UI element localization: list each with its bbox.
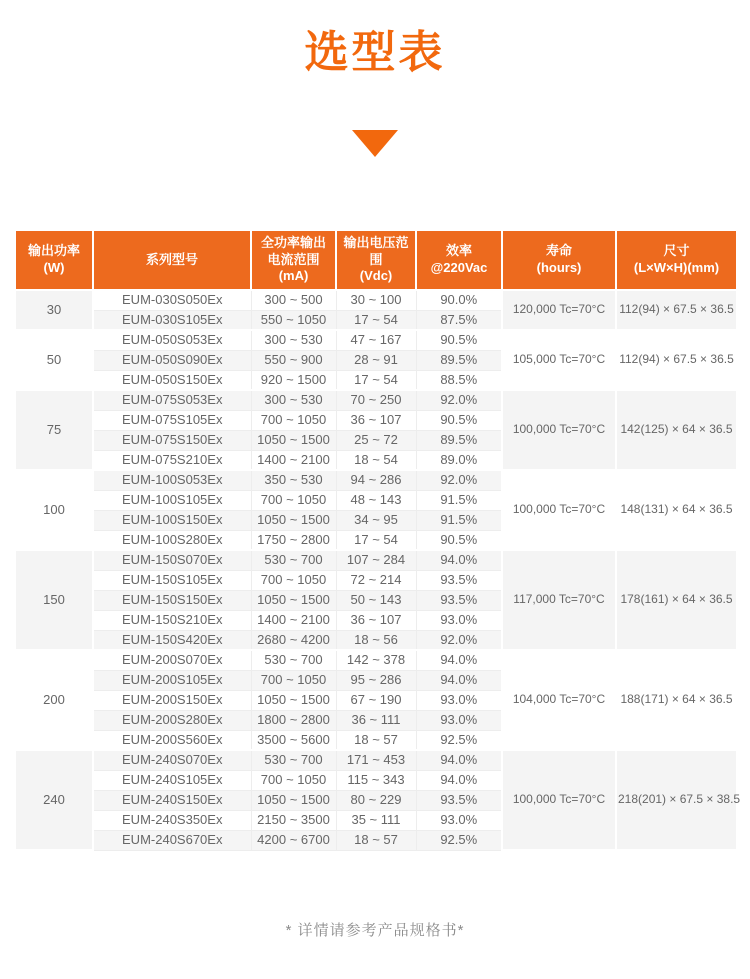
current-cell: 1050 ~ 1500 bbox=[251, 590, 336, 610]
header-line: 尺寸 bbox=[663, 243, 690, 259]
voltage-cell: 67 ~ 190 bbox=[336, 690, 416, 710]
current-cell: 920 ~ 1500 bbox=[251, 370, 336, 390]
current-cell: 1050 ~ 1500 bbox=[251, 430, 336, 450]
current-cell: 300 ~ 530 bbox=[251, 330, 336, 350]
voltage-cell: 36 ~ 107 bbox=[336, 610, 416, 630]
dimensions-cell: 178(161) × 64 × 36.5 bbox=[616, 550, 737, 650]
table-row bbox=[15, 390, 737, 410]
current-cell: 2150 ~ 3500 bbox=[251, 810, 336, 830]
model-cell: EUM-100S150Ex bbox=[93, 510, 251, 530]
efficiency-cell: 89.5% bbox=[416, 430, 502, 450]
voltage-cell: 171 ~ 453 bbox=[336, 750, 416, 770]
efficiency-cell: 92.5% bbox=[416, 830, 502, 850]
model-cell: EUM-030S050Ex bbox=[93, 290, 251, 310]
model-cell: EUM-150S150Ex bbox=[93, 590, 251, 610]
lifetime-cell: 100,000 Tc=70°C bbox=[502, 390, 616, 470]
voltage-cell: 28 ~ 91 bbox=[336, 350, 416, 370]
voltage-cell: 142 ~ 378 bbox=[336, 650, 416, 670]
power-cell: 30 bbox=[15, 290, 93, 330]
selection-table bbox=[14, 229, 741, 851]
efficiency-cell: 93.0% bbox=[416, 610, 502, 630]
table-row bbox=[15, 330, 737, 350]
voltage-cell: 70 ~ 250 bbox=[336, 390, 416, 410]
col-header-efficiency bbox=[416, 230, 502, 290]
voltage-cell: 36 ~ 111 bbox=[336, 710, 416, 730]
current-cell: 530 ~ 700 bbox=[251, 550, 336, 570]
voltage-cell: 80 ~ 229 bbox=[336, 790, 416, 810]
dimensions-cell: 218(201) × 67.5 × 38.5 bbox=[616, 750, 737, 850]
table-row bbox=[15, 750, 737, 770]
model-cell: EUM-200S280Ex bbox=[93, 710, 251, 730]
model-cell: EUM-240S350Ex bbox=[93, 810, 251, 830]
dimensions-cell: 112(94) × 67.5 × 36.5 bbox=[616, 330, 737, 390]
current-cell: 1050 ~ 1500 bbox=[251, 790, 336, 810]
lifetime-cell: 105,000 Tc=70°C bbox=[502, 330, 616, 390]
current-cell: 4200 ~ 6700 bbox=[251, 830, 336, 850]
power-cell: 100 bbox=[15, 470, 93, 550]
dimensions-cell: 188(171) × 64 × 36.5 bbox=[616, 650, 737, 750]
current-cell: 1400 ~ 2100 bbox=[251, 450, 336, 470]
efficiency-cell: 89.5% bbox=[416, 350, 502, 370]
table-row bbox=[15, 550, 737, 570]
dimensions-cell: 112(94) × 67.5 × 36.5 bbox=[616, 290, 737, 330]
efficiency-cell: 92.0% bbox=[416, 390, 502, 410]
table-row bbox=[15, 290, 737, 310]
current-cell: 300 ~ 500 bbox=[251, 290, 336, 310]
power-cell: 75 bbox=[15, 390, 93, 470]
efficiency-cell: 87.5% bbox=[416, 310, 502, 330]
col-header-lifetime bbox=[502, 230, 616, 290]
model-cell: EUM-100S053Ex bbox=[93, 470, 251, 490]
header-line: 输出功率 bbox=[27, 243, 80, 259]
model-cell: EUM-100S105Ex bbox=[93, 490, 251, 510]
header-line: 输出电压范围 bbox=[343, 234, 409, 267]
current-cell: 700 ~ 1050 bbox=[251, 410, 336, 430]
model-cell: EUM-240S105Ex bbox=[93, 770, 251, 790]
voltage-cell: 47 ~ 167 bbox=[336, 330, 416, 350]
current-cell: 300 ~ 530 bbox=[251, 390, 336, 410]
header-line: 系列型号 bbox=[145, 251, 198, 267]
header-line: 效率@220Vac bbox=[430, 243, 488, 275]
model-cell: EUM-075S053Ex bbox=[93, 390, 251, 410]
model-cell: EUM-200S105Ex bbox=[93, 670, 251, 690]
efficiency-cell: 94.0% bbox=[416, 650, 502, 670]
voltage-cell: 18 ~ 57 bbox=[336, 830, 416, 850]
table-body bbox=[15, 290, 741, 850]
efficiency-cell: 91.5% bbox=[416, 490, 502, 510]
efficiency-cell: 90.5% bbox=[416, 530, 502, 550]
model-cell: EUM-240S070Ex bbox=[93, 750, 251, 770]
current-cell: 700 ~ 1050 bbox=[251, 490, 336, 510]
efficiency-cell: 90.5% bbox=[416, 330, 502, 350]
voltage-cell: 36 ~ 107 bbox=[336, 410, 416, 430]
voltage-cell: 17 ~ 54 bbox=[336, 310, 416, 330]
efficiency-cell: 94.0% bbox=[416, 670, 502, 690]
current-cell: 3500 ~ 5600 bbox=[251, 730, 336, 750]
model-cell: EUM-030S105Ex bbox=[93, 310, 251, 330]
col-header-current bbox=[251, 230, 336, 290]
header-line: (W) bbox=[43, 260, 65, 275]
model-cell: EUM-050S150Ex bbox=[93, 370, 251, 390]
header-line: 全功率输出 bbox=[260, 234, 326, 250]
voltage-cell: 18 ~ 54 bbox=[336, 450, 416, 470]
model-cell: EUM-075S105Ex bbox=[93, 410, 251, 430]
dimensions-cell: 148(131) × 64 × 36.5 bbox=[616, 470, 737, 550]
header-line: 电流范围 bbox=[267, 251, 320, 267]
voltage-cell: 30 ~ 100 bbox=[336, 290, 416, 310]
efficiency-cell: 93.0% bbox=[416, 810, 502, 830]
model-cell: EUM-150S420Ex bbox=[93, 630, 251, 650]
header-line: 寿命 bbox=[545, 243, 572, 259]
model-cell: EUM-200S070Ex bbox=[93, 650, 251, 670]
table-header bbox=[15, 230, 737, 290]
power-cell: 150 bbox=[15, 550, 93, 650]
power-cell: 50 bbox=[15, 330, 93, 390]
table-row bbox=[15, 650, 737, 670]
current-cell: 530 ~ 700 bbox=[251, 750, 336, 770]
lifetime-cell: 100,000 Tc=70°C bbox=[502, 750, 616, 850]
current-cell: 1050 ~ 1500 bbox=[251, 690, 336, 710]
page-title: 选型表 bbox=[304, 28, 446, 77]
voltage-cell: 94 ~ 286 bbox=[336, 470, 416, 490]
col-header-power bbox=[15, 230, 93, 290]
voltage-cell: 107 ~ 284 bbox=[336, 550, 416, 570]
voltage-cell: 35 ~ 111 bbox=[336, 810, 416, 830]
current-cell: 530 ~ 700 bbox=[251, 650, 336, 670]
voltage-cell: 25 ~ 72 bbox=[336, 430, 416, 450]
voltage-cell: 17 ~ 54 bbox=[336, 370, 416, 390]
efficiency-cell: 93.5% bbox=[416, 570, 502, 590]
model-cell: EUM-240S670Ex bbox=[93, 830, 251, 850]
lifetime-cell: 104,000 Tc=70°C bbox=[502, 650, 616, 750]
col-header-voltage bbox=[336, 230, 416, 290]
efficiency-cell: 94.0% bbox=[416, 750, 502, 770]
efficiency-cell: 91.5% bbox=[416, 510, 502, 530]
current-cell: 350 ~ 530 bbox=[251, 470, 336, 490]
voltage-cell: 17 ~ 54 bbox=[336, 530, 416, 550]
voltage-cell: 50 ~ 143 bbox=[336, 590, 416, 610]
model-cell: EUM-150S210Ex bbox=[93, 610, 251, 630]
model-cell: EUM-150S070Ex bbox=[93, 550, 251, 570]
lifetime-cell: 120,000 Tc=70°C bbox=[502, 290, 616, 330]
power-cell: 240 bbox=[15, 750, 93, 850]
efficiency-cell: 90.0% bbox=[416, 290, 502, 310]
col-header-model bbox=[93, 230, 251, 290]
efficiency-cell: 92.5% bbox=[416, 730, 502, 750]
voltage-cell: 18 ~ 56 bbox=[336, 630, 416, 650]
current-cell: 1750 ~ 2800 bbox=[251, 530, 336, 550]
header-line: (Vdc) bbox=[359, 268, 393, 284]
efficiency-cell: 88.5% bbox=[416, 370, 502, 390]
current-cell: 1800 ~ 2800 bbox=[251, 710, 336, 730]
dimensions-cell: 142(125) × 64 × 36.5 bbox=[616, 390, 737, 470]
voltage-cell: 34 ~ 95 bbox=[336, 510, 416, 530]
power-cell: 200 bbox=[15, 650, 93, 750]
voltage-cell: 95 ~ 286 bbox=[336, 670, 416, 690]
efficiency-cell: 92.0% bbox=[416, 630, 502, 650]
model-cell: EUM-075S210Ex bbox=[93, 450, 251, 470]
voltage-cell: 72 ~ 214 bbox=[336, 570, 416, 590]
header-line: (mA) bbox=[278, 268, 309, 284]
model-cell: EUM-240S150Ex bbox=[93, 790, 251, 810]
efficiency-cell: 93.0% bbox=[416, 710, 502, 730]
model-cell: EUM-050S090Ex bbox=[93, 350, 251, 370]
efficiency-cell: 92.0% bbox=[416, 470, 502, 490]
footnote: * 详情请参考产品规格书* bbox=[285, 922, 465, 939]
efficiency-cell: 93.5% bbox=[416, 790, 502, 810]
efficiency-cell: 94.0% bbox=[416, 550, 502, 570]
efficiency-cell: 94.0% bbox=[416, 770, 502, 790]
current-cell: 550 ~ 900 bbox=[251, 350, 336, 370]
voltage-cell: 48 ~ 143 bbox=[336, 490, 416, 510]
header-line: (hours) bbox=[536, 260, 582, 275]
model-cell: EUM-200S150Ex bbox=[93, 690, 251, 710]
col-header-dimensions bbox=[616, 230, 737, 290]
down-triangle-icon bbox=[352, 130, 398, 157]
lifetime-cell: 117,000 Tc=70°C bbox=[502, 550, 616, 650]
model-cell: EUM-100S280Ex bbox=[93, 530, 251, 550]
current-cell: 550 ~ 1050 bbox=[251, 310, 336, 330]
current-cell: 1050 ~ 1500 bbox=[251, 510, 336, 530]
model-cell: EUM-200S560Ex bbox=[93, 730, 251, 750]
model-cell: EUM-075S150Ex bbox=[93, 430, 251, 450]
header-row bbox=[15, 230, 737, 290]
header-line: (L×W×H)(mm) bbox=[633, 260, 720, 275]
model-cell: EUM-150S105Ex bbox=[93, 570, 251, 590]
current-cell: 700 ~ 1050 bbox=[251, 670, 336, 690]
current-cell: 700 ~ 1050 bbox=[251, 770, 336, 790]
efficiency-cell: 90.5% bbox=[416, 410, 502, 430]
efficiency-cell: 93.5% bbox=[416, 590, 502, 610]
current-cell: 700 ~ 1050 bbox=[251, 570, 336, 590]
voltage-cell: 18 ~ 57 bbox=[336, 730, 416, 750]
efficiency-cell: 89.0% bbox=[416, 450, 502, 470]
table-row bbox=[15, 470, 737, 490]
efficiency-cell: 93.0% bbox=[416, 690, 502, 710]
model-cell: EUM-050S053Ex bbox=[93, 330, 251, 350]
current-cell: 2680 ~ 4200 bbox=[251, 630, 336, 650]
current-cell: 1400 ~ 2100 bbox=[251, 610, 336, 630]
voltage-cell: 115 ~ 343 bbox=[336, 770, 416, 790]
lifetime-cell: 100,000 Tc=70°C bbox=[502, 470, 616, 550]
